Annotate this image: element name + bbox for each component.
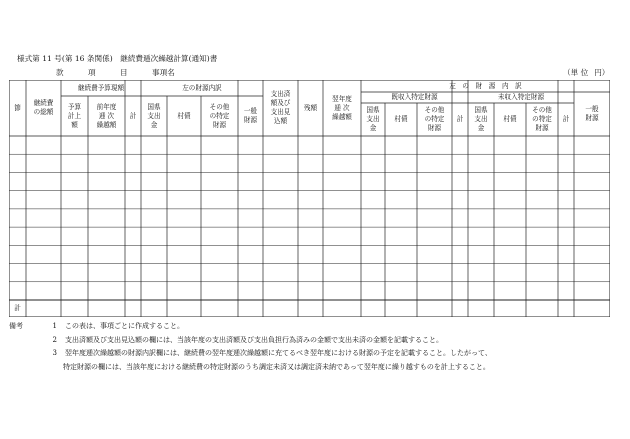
header-sonota-2: その他 の特定 財源 xyxy=(424,106,445,132)
header-shisai-2: 村債 xyxy=(394,115,408,123)
header-zennendo-kurikoshi: 前年度 逓 次 繰越額 xyxy=(96,102,117,129)
header-sonota-3: その他 の特定 財源 xyxy=(532,106,552,132)
header-kei-1: 計 xyxy=(129,111,137,120)
note-text: 支出済額及び支出見込額の欄には、当該年度の支出済額及び支出負担行為済みの金額で支出未済の金額を記載すること。 xyxy=(65,335,443,344)
header-shisai-1: 村債 xyxy=(177,111,191,120)
header-group-yosan-genkaku: 継続費予算現額 xyxy=(77,83,125,92)
header-ippan-zaigen-2: 一般 財源 xyxy=(585,105,599,122)
note-text: この表は、事項ごとに作成すること。 xyxy=(65,322,184,330)
header-kei-2: 計 xyxy=(456,115,464,123)
unit-label-part2: 円） xyxy=(594,68,610,77)
notes-heading: 備考 xyxy=(9,322,23,330)
note-item-3 xyxy=(9,347,619,361)
note-item-1 xyxy=(9,320,619,334)
header-yokunendo-kurikoshi: 翌年度 逓 次 繰越額 xyxy=(332,94,352,121)
notes xyxy=(9,320,619,374)
note-text: 翌年度逓次繰越額の財源内訳欄には、継続費の翌年度逓次繰越額に充てるべき翌年度における財源の予定を記載すること。したがって、 xyxy=(65,349,492,357)
total-row-label: 計 xyxy=(14,304,21,312)
header-group-kishu: 既収入特定財源 xyxy=(391,93,438,101)
note-item-2 xyxy=(9,334,619,348)
header-yosan-keijo: 予算 計上 額 xyxy=(67,102,82,129)
note-number: 1 xyxy=(52,322,57,330)
unit-label xyxy=(563,67,615,78)
moku-label: 目 xyxy=(120,68,128,77)
subject-labels xyxy=(56,67,197,78)
header-kokuken-2: 国県 支出 金 xyxy=(366,106,380,132)
jikoumei-label: 事項名 xyxy=(152,68,175,77)
note-number: 3 xyxy=(52,349,57,357)
header-kei-3: 計 xyxy=(562,115,570,123)
header-group-hidari-zaigen-2: 左 の 財 源 内 訳 xyxy=(449,81,522,90)
header-zangaku: 残額 xyxy=(303,103,318,112)
kou-label: 項 xyxy=(88,68,96,77)
header-kokuken-3: 国県 支出 金 xyxy=(474,106,488,132)
header-kokuken-shishutsukin-1: 国県 支出 金 xyxy=(147,102,161,129)
note-continuation: 特定財源の欄には、当該年度における継続費の特定財源のうち調定未済又は調定済未納であって翌年度に繰り越すものを計上すること。 xyxy=(63,362,490,371)
header-group-hidari-zaigen: 左の財源内訳 xyxy=(182,83,222,92)
note-number: 2 xyxy=(52,335,57,344)
header-ippan-zaigen-1: 一般 財源 xyxy=(243,107,258,124)
form-title: 様式第 11 号(第 16 条関係) 継続費逓次繰越計算(通知)書 xyxy=(17,54,218,63)
kan-label: 款 xyxy=(56,68,64,77)
unit-label-part1: （単 位 xyxy=(563,68,589,77)
carryover-table xyxy=(9,80,610,317)
header-shishutsu-zumi: 支出済 額及び 支出見 込額 xyxy=(270,90,291,125)
header-shisai-3: 村債 xyxy=(503,115,517,123)
header-group-mishu: 未収入特定財源 xyxy=(497,93,545,101)
header-keizokuhi-sogaku: 継続費 の総額 xyxy=(33,99,54,116)
header-sonota-zaigen-1: その他 の特定 財源 xyxy=(209,102,230,129)
header-setsu: 節 xyxy=(14,103,21,112)
